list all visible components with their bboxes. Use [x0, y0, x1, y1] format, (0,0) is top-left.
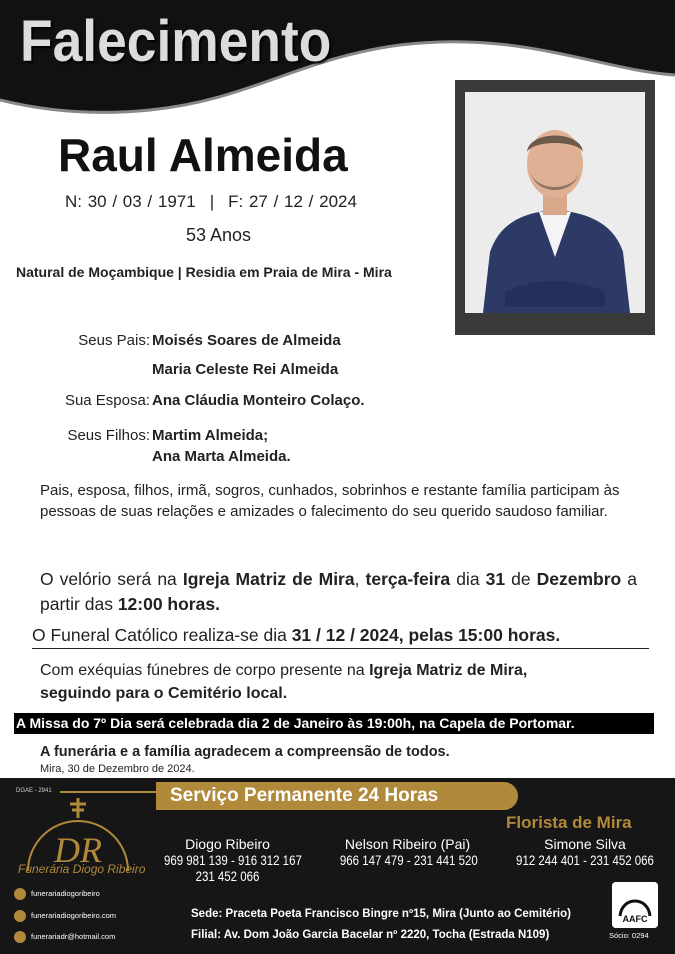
address-filial: Filial: Av. Dom João Garcia Bacelar nº 2220, Tocha (Estrada N109): [191, 929, 550, 941]
dgae-code: DGAE - 2941: [16, 788, 52, 794]
contact-name: Diogo Ribeiro: [185, 836, 270, 852]
child-name-2: Ana Marta Almeida.: [152, 448, 291, 465]
social-instagram[interactable]: [14, 910, 116, 922]
dates-line: [65, 192, 357, 212]
exequias-cemetery: seguindo para o Cemitério local.: [40, 685, 288, 702]
wake-paragraph: [40, 567, 637, 617]
portrait-photo: [465, 92, 645, 313]
origin-residence: Natural de Moçambique | Residia em Praia de Mira - Mira: [16, 264, 392, 280]
aafc-logo-icon: [612, 882, 658, 928]
wake-day: terça-feira: [365, 569, 451, 589]
announcement-paragraph: Pais, esposa, filhos, irmã, sogros, cunhados, sobrinhos e restante família participam às pessoas de suas relações e amizades o falecimento do seu querido saudoso familiar.: [40, 482, 620, 520]
exequias-text: Com exéquias fúnebres de corpo presente na: [40, 662, 370, 679]
children-label: Seus Filhos:: [67, 427, 150, 444]
exequias-place: Igreja Matriz de Mira,: [369, 662, 528, 679]
aafc-text: AAFC: [622, 914, 648, 924]
wake-text: dia: [450, 569, 486, 589]
facebook-icon: [14, 888, 26, 900]
florista-label: Florista de Mira: [506, 813, 632, 832]
funeral-line: [32, 625, 649, 649]
contact-simone: [500, 836, 670, 868]
service-banner-text: Serviço Permanente 24 Horas: [170, 785, 439, 806]
wake-text: ,: [354, 569, 366, 589]
wake-place: Igreja Matriz de Mira: [182, 569, 355, 589]
portrait-frame: [455, 80, 655, 335]
deceased-name: Raul Almeida: [58, 129, 348, 181]
place-date: Mira, 30 de Dezembro de 2024.: [40, 763, 195, 775]
age: 53 Anos: [186, 225, 252, 245]
child-name-1: Martim Almeida;: [152, 427, 269, 444]
page-title: Falecimento: [20, 9, 332, 74]
contact-diogo: [150, 836, 305, 884]
date-separator: |: [209, 192, 215, 211]
logo-name: Funerária Diogo Ribeiro: [18, 862, 146, 876]
wake-time: 12:00 horas.: [117, 594, 220, 614]
email-address: funerariadr@hotmail.com: [31, 931, 116, 941]
social-facebook[interactable]: [14, 888, 100, 900]
wake-text: de: [505, 569, 537, 589]
social-handle: funerariadiogoribeiro: [31, 888, 100, 898]
mother-name: Maria Celeste Rei Almeida: [152, 361, 339, 378]
exequias-paragraph: [40, 659, 637, 705]
wake-text: O velório será na: [40, 569, 183, 589]
contact-phone[interactable]: 966 147 479 - 231 441 520: [339, 852, 478, 868]
birth-date: N: 30 / 03 / 1971: [65, 192, 196, 211]
address-sede: Sede: Praceta Poeta Francisco Bingre nº15, Mira (Junto ao Cemitério): [191, 908, 571, 920]
contact-phone[interactable]: 231 452 066: [195, 868, 260, 884]
logo-initials: DR: [54, 830, 102, 870]
social-email[interactable]: [14, 931, 115, 943]
spouse-name: Ana Cláudia Monteiro Colaço.: [152, 392, 365, 409]
wake-text: a partir das: [40, 569, 637, 614]
spouse-label: Sua Esposa:: [64, 392, 150, 409]
wake-month: Dezembro: [536, 569, 622, 589]
wake-date: 31: [485, 569, 506, 589]
funeral-text: O Funeral Católico realiza-se dia: [32, 625, 292, 645]
service-bar-line: [60, 791, 170, 793]
death-date: F: 27 / 12 / 2024: [228, 192, 357, 211]
aafc-badge: [612, 882, 658, 928]
contact-name: Nelson Ribeiro (Pai): [344, 836, 471, 852]
funeral-date: 31 / 12 / 2024, pelas 15:00 horas.: [291, 625, 561, 645]
website-url: funerariadiogoribeiro.com: [31, 910, 117, 920]
contact-name: Simone Silva: [544, 836, 626, 852]
thanks-text: A funerária e a família agradecem a compreensão de todos.: [40, 744, 450, 760]
contact-phone[interactable]: 969 981 139 - 916 312 167: [163, 852, 302, 868]
mass-banner: A Missa do 7º Dia será celebrada dia 2 de Janeiro às 19:00h, na Capela de Portomar.: [14, 713, 654, 734]
parents-label: Seus Pais:: [78, 332, 150, 349]
instagram-icon: [14, 910, 26, 922]
portrait-illustration: [465, 92, 645, 313]
member-number: Sócio: 0294: [609, 931, 649, 940]
contact-phone[interactable]: 912 244 401 - 231 452 066: [516, 852, 654, 868]
email-icon: [14, 931, 26, 943]
father-name: Moisés Soares de Almeida: [152, 332, 341, 349]
contact-nelson: [325, 836, 490, 868]
